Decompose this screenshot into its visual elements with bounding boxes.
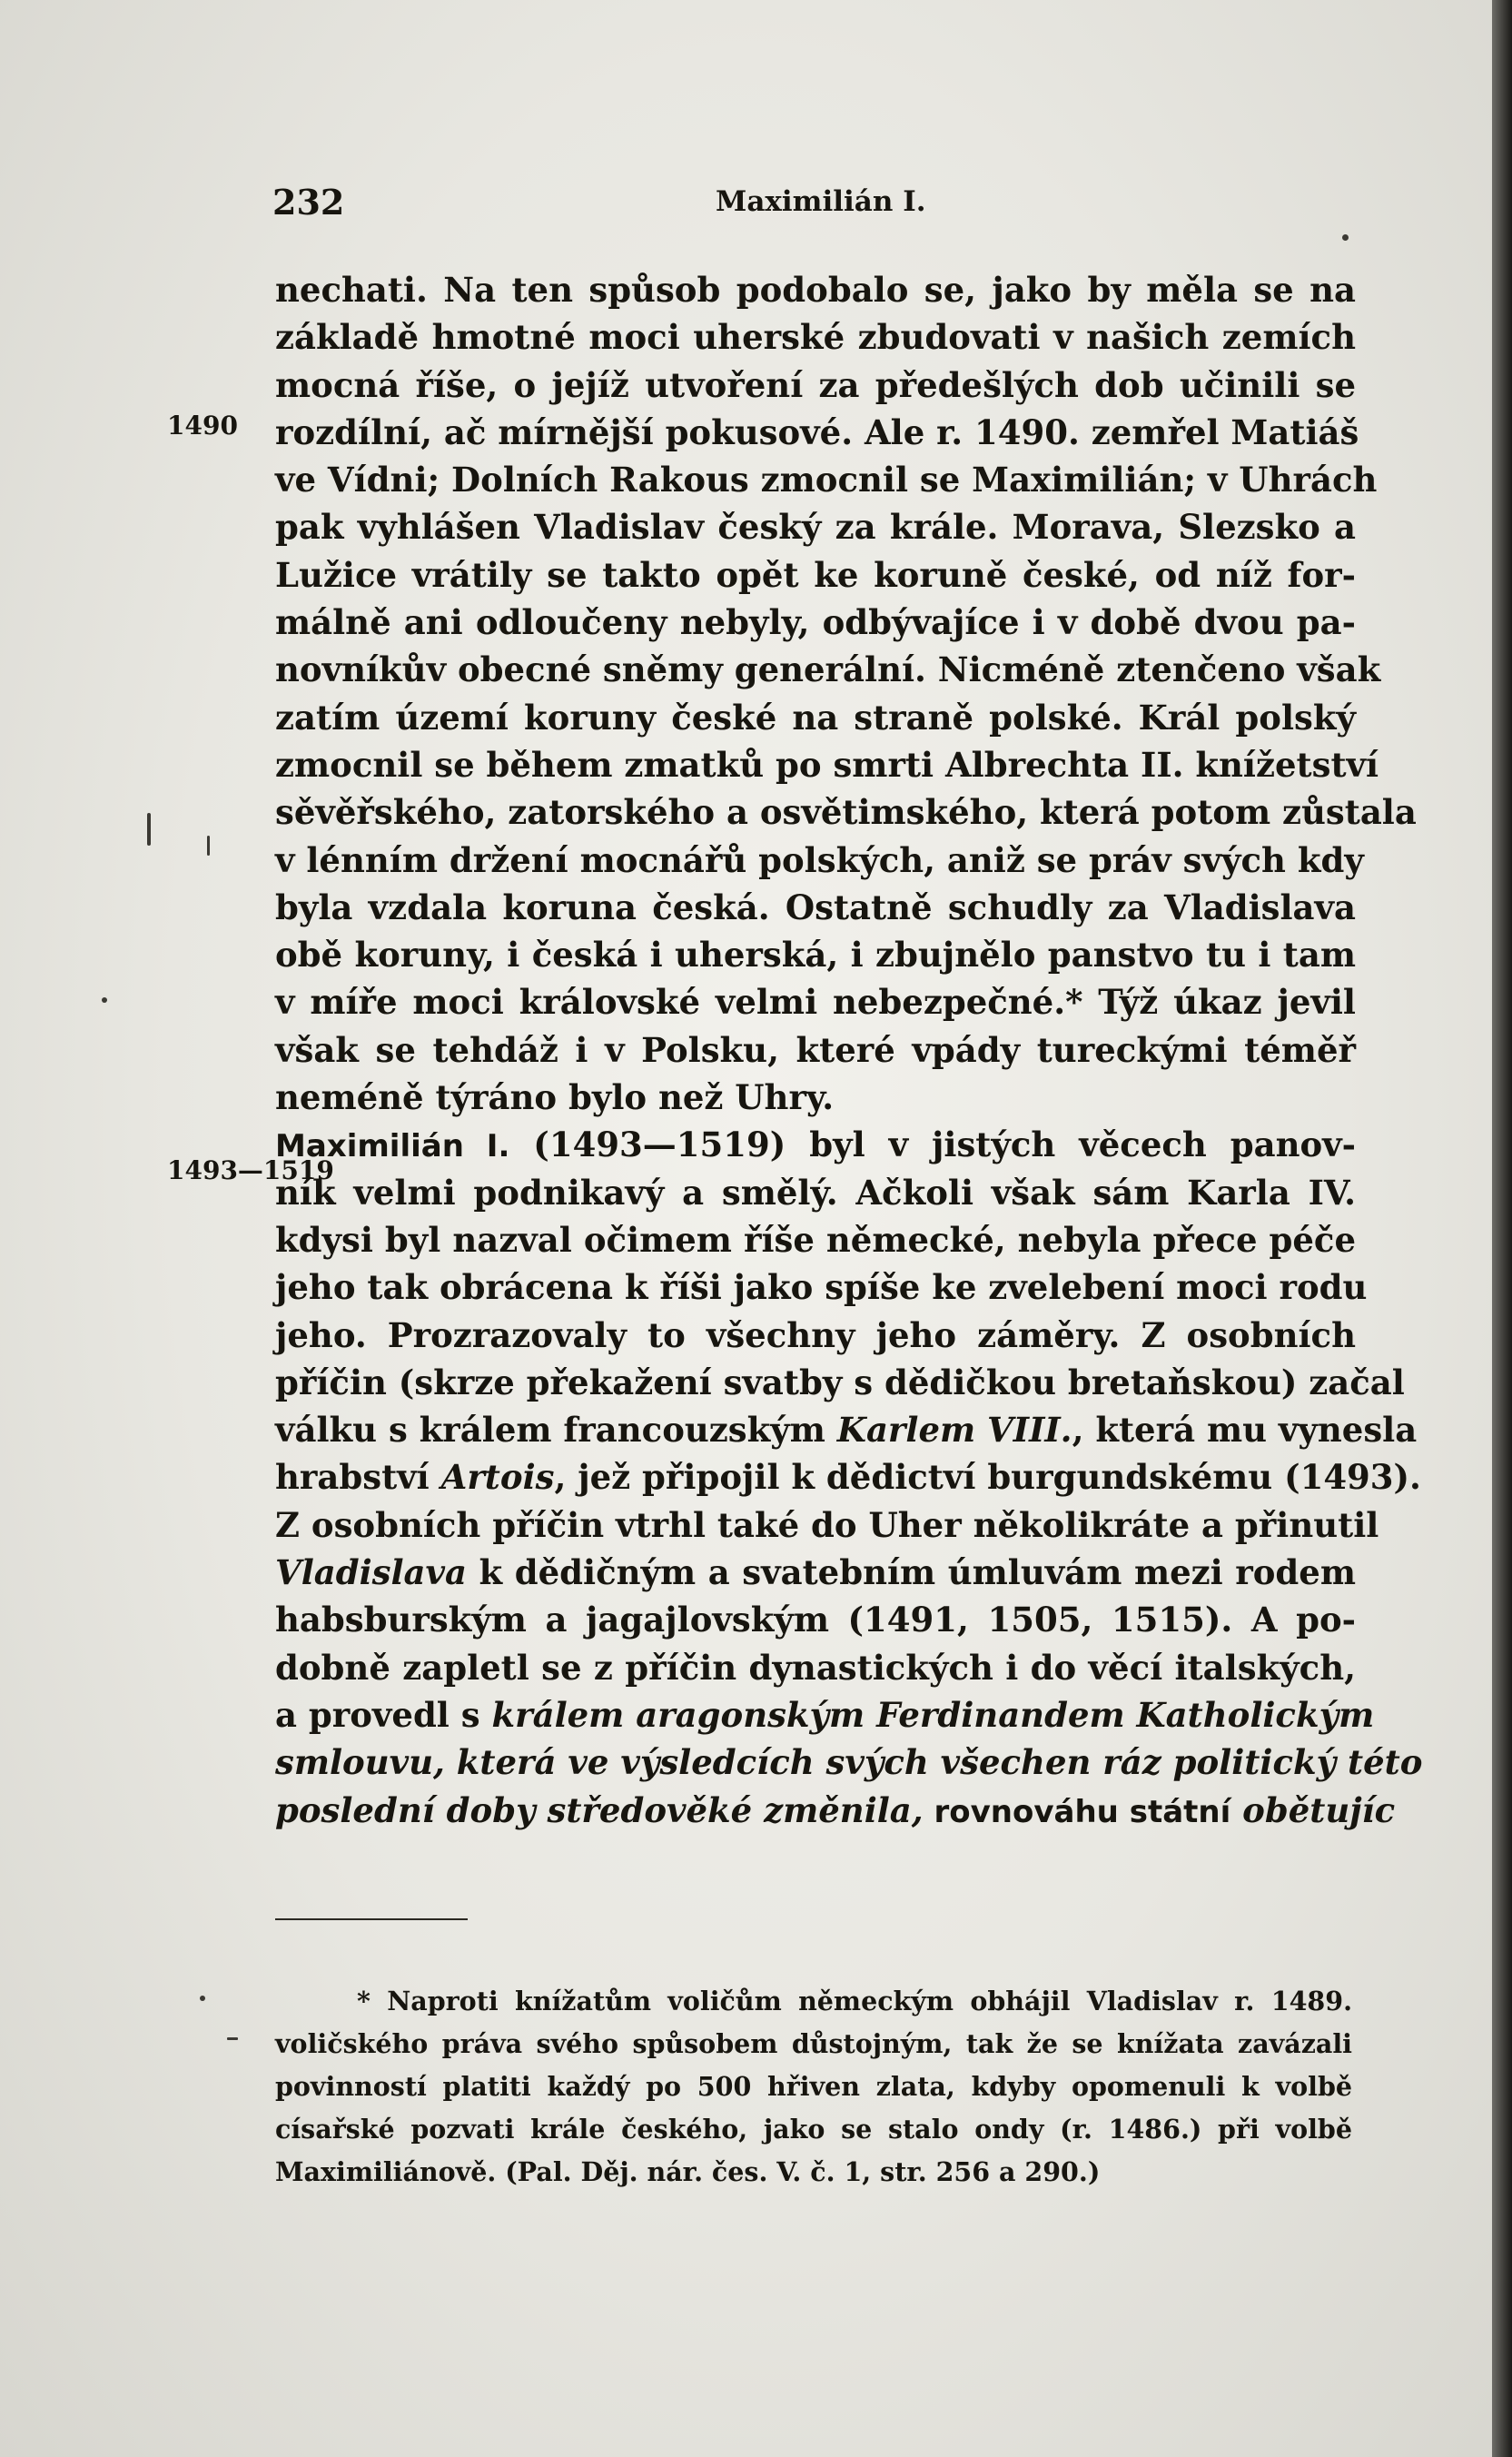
italic-phrase: obětujíc bbox=[1230, 1789, 1396, 1830]
text-line: byla vzdala koruna česká. Ostatně schudly za Vladislava bbox=[275, 887, 1356, 927]
footnote-line: voličského práva svého spůsobem důstojným, tak že se knížata zavázali bbox=[275, 2028, 1352, 2059]
text-line: málně ani odloučeny nebyly, odbývajíce i v době dvou pa- bbox=[275, 602, 1356, 643]
text-line: ve Vídni; Dolních Rakous zmocnil se Maximilián; v Uhrách bbox=[275, 460, 1378, 500]
text-line: zmocnil se během zmatků po smrti Albrechta II. knížetství bbox=[275, 744, 1379, 785]
scan-speck bbox=[200, 1996, 205, 2001]
text-line bbox=[275, 1739, 1423, 1786]
page-number: 232 bbox=[272, 182, 345, 223]
text-line: nechati. Na ten spůsob podobalo se, jako by měla se na bbox=[275, 270, 1356, 310]
text-line: hrabství Artois, jež připojil k dědictví burgundskému (1493). bbox=[275, 1457, 1421, 1498]
text-line: novníkův obecné sněmy generální. Nicméně ztenčeno však bbox=[275, 649, 1381, 690]
italic-phrase: smlouvu, která ve výsledcích svých všechen ráz politický této bbox=[275, 1742, 1423, 1783]
italic-phrase: poslední doby středověké změnila, bbox=[275, 1789, 924, 1830]
text-line: kdysi byl nazval očimem říše německé, nebyla přece péče bbox=[275, 1219, 1356, 1260]
text-line: Z osobních příčin vtrhl také do Uher několikráte a přinutil bbox=[275, 1504, 1379, 1545]
main-text bbox=[275, 266, 1423, 1834]
text-line: základě hmotné moci uherské zbudovati v našich zemích bbox=[275, 317, 1356, 358]
text-line: jeho tak obrácena k říši jako spíše ke zvelebení moci rodu bbox=[275, 1267, 1368, 1308]
scan-speck bbox=[1342, 234, 1349, 241]
scan-speck bbox=[147, 813, 151, 846]
margin-note-1490: 1490 bbox=[167, 411, 238, 441]
italic-name: Artois bbox=[440, 1457, 555, 1498]
emphasis: rovnováhu státní bbox=[923, 1793, 1231, 1830]
text-line bbox=[275, 1787, 1396, 1834]
italic-name: Karlem VIII. bbox=[836, 1410, 1072, 1451]
scan-speck bbox=[102, 997, 107, 1003]
italic-phrase: králem aragonským Ferdinandem Katholickým bbox=[491, 1694, 1375, 1735]
scan-edge bbox=[1492, 0, 1512, 2457]
text-line: ník velmi podnikavý a smělý. Ačkoli však sám Karla IV. bbox=[275, 1172, 1356, 1213]
text-line: mocná říše, o jejíž utvoření za předešlých dob učinili se bbox=[275, 364, 1356, 405]
text-line: jeho. Prozrazovaly to všechny jeho záměry. Z osobních bbox=[275, 1314, 1356, 1355]
text-line: v míře moci královské velmi nebezpečné.* Týž úkaz jevil bbox=[275, 982, 1356, 1023]
text-line: pak vyhlášen Vladislav český za krále. Morava, Slezsko a bbox=[275, 507, 1356, 548]
text-line: příčin (skrze překažení svatby s dědičkou bretaňskou) začal bbox=[275, 1362, 1405, 1402]
scan-speck bbox=[207, 836, 210, 856]
page-header bbox=[272, 182, 1362, 227]
text-line: Vladislava k dědičným a svatebním úmluvám mezi rodem bbox=[275, 1552, 1356, 1593]
section-heading: Maximilián I. bbox=[275, 1128, 510, 1165]
text-line: zatím území koruny české na straně polské. Král polský bbox=[275, 697, 1356, 738]
text-line: rozdílní, ač mírnější pokusové. Ale r. 1490. zemřel Matiáš bbox=[275, 411, 1359, 452]
text-line: v lénním držení mocnářů polských, aniž se práv svých kdy bbox=[275, 839, 1364, 880]
italic-name: Vladislava bbox=[275, 1552, 467, 1593]
text-line: obě koruny, i česká i uherská, i zbujnělo panstvo tu i tam bbox=[275, 935, 1356, 976]
text-line: válku s králem francouzským Karlem VIII., která mu vynesla bbox=[275, 1410, 1418, 1451]
margin-note-1493-1519: 1493—1519 bbox=[167, 1155, 334, 1185]
running-head: Maximilián I. bbox=[716, 185, 926, 218]
text-line: Lužice vrátily se takto opět ke koruně české, od níž for- bbox=[275, 554, 1356, 595]
footnote bbox=[275, 1980, 1352, 2194]
footnote-line: Maximiliánově. (Pal. Děj. nár. čes. V. č. 1, str. 256 a 290.) bbox=[275, 2156, 1101, 2187]
text-line: sěvěřského, zatorského a osvětimského, která potom zůstala bbox=[275, 792, 1417, 833]
footnote-rule bbox=[275, 1918, 468, 1920]
footnote-line: * Naproti knížatům voličům německým obhájil Vladislav r. 1489. bbox=[357, 1986, 1352, 2016]
text-line: neméně týráno bylo než Uhry. bbox=[275, 1077, 835, 1118]
footnote-line: povinností platiti každý po 500 hřiven zlata, kdyby opomenuli k volbě bbox=[275, 2071, 1352, 2102]
footnote-line: císařské pozvati krále českého, jako se stalo ondy (r. 1486.) při volbě bbox=[275, 2114, 1352, 2145]
text-line: dobně zapletl se z příčin dynastických i do věcí italských, bbox=[275, 1647, 1356, 1688]
scan-speck bbox=[227, 2037, 238, 2040]
text-line: habsburským a jagajlovským (1491, 1505, 1515). A po- bbox=[275, 1600, 1356, 1640]
text-line: Maximilián I. (1493—1519) byl v jistých věcech panov- bbox=[275, 1124, 1357, 1165]
text-line: však se tehdáž i v Polsku, které vpády tureckými téměř bbox=[275, 1029, 1356, 1070]
text-line: a provedl s králem aragonským Ferdinandem Katholickým bbox=[275, 1694, 1375, 1735]
